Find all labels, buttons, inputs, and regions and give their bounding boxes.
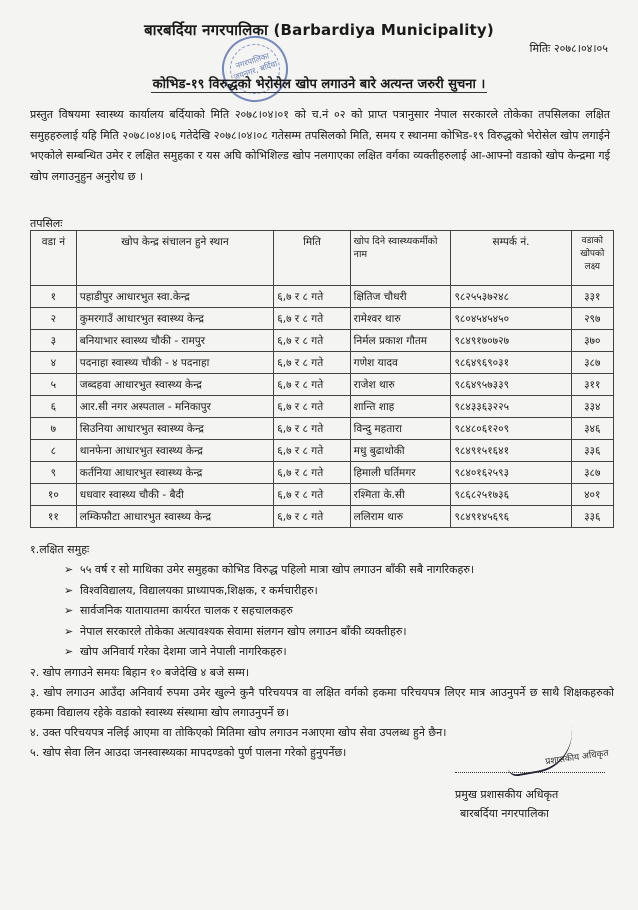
header-health-worker: खोप दिने स्वास्थ्यकर्मीको नाम (350, 231, 451, 286)
notice-title-text: कोभिड-१९ विरुद्धको भेरोसेल खोप लगाउने बारे अत्यन्त जरुरी सुचना । (152, 77, 486, 92)
cell-ward: ७ (31, 418, 77, 440)
seal-text: नगरपालिका जयनगर, बर्दिया (232, 51, 279, 82)
cell-phone: ९८४९१५१६४१ (451, 440, 571, 462)
cell-location: कर्तनिया आधारभुत स्वास्थ्य केन्द्र (76, 462, 274, 484)
cell-target: ४०१ (571, 484, 613, 506)
cell-phone: ९८६८२५१७३६ (451, 484, 571, 506)
organization-name: बारबर्दिया नगरपालिका (Barbardiya Municipality) (144, 21, 494, 39)
cell-phone: ९८४९१४५६९६ (451, 506, 571, 528)
cell-phone: ९८६४९६९०३१ (451, 352, 571, 374)
header-target: वडाको खोपको लक्ष्य (571, 231, 613, 286)
table-row (31, 440, 614, 462)
cell-location: सिउनिया आधारभुत स्वास्थ्य केन्द्र (76, 418, 274, 440)
cell-ward: ४ (31, 352, 77, 374)
table-row (31, 286, 614, 308)
arrow-bullet-icon: ➢ (64, 604, 74, 617)
header-date: मिति (274, 231, 350, 286)
cell-phone: ९८०४५४५४५० (451, 308, 571, 330)
table-row (31, 308, 614, 330)
cell-phone: ९८६४९५७३३९ (451, 374, 571, 396)
cell-date: ६,७ र ८ गते (274, 506, 350, 528)
cell-location: लम्किफौटा आधारभुत स्वास्थ्य केन्द्र (76, 506, 274, 528)
cell-ward: ५ (31, 374, 77, 396)
cell-date: ६,७ र ८ गते (274, 396, 350, 418)
table-row (31, 462, 614, 484)
cell-date: ६,७ र ८ गते (274, 286, 350, 308)
cell-phone: ९८४८०६१२०९ (451, 418, 571, 440)
cell-target: ३११ (571, 374, 613, 396)
signatory-title: प्रमुख प्रशासकीय अधिकृत (455, 788, 559, 801)
arrow-bullet-icon: ➢ (64, 624, 74, 638)
table-row (31, 330, 614, 352)
arrow-bullet-icon: ➢ (64, 645, 74, 658)
cell-location: जब्दहवा आधारभुत स्वास्थ्य केन्द्र (76, 374, 274, 396)
vaccination-time-note: २. खोप लगाउने समयः बिहान १० बजेदेखि ४ बजे सम्म। (30, 665, 250, 679)
cell-ward: ३ (31, 330, 77, 352)
cell-date: ६,७ र ८ गते (274, 440, 350, 462)
arrow-bullet-icon: ➢ (64, 583, 74, 597)
officer-stamp: प्रशासकीय अधिकृत (544, 748, 610, 768)
target-group-item (30, 560, 614, 581)
cell-date: ६,७ र ८ गते (274, 308, 350, 330)
cell-worker: क्षितिज चौधरी (350, 286, 451, 308)
schedule-subheading: तपसिलः (30, 217, 63, 230)
notice-body: प्रस्तुत विषयमा स्वास्थ्य कार्यालय बर्दियाको मिति २०७८।०४।०१ को च.नं ०२ को प्राप्त पत्रानुसार नेपाल सरकारले तोकेका तपसिलका लक्षित समुहहरुलाई यहि मिति २०७८।०४।०६ गतेदेखि २०७८।०४।०८ गतेसम्म तपसिलको मिति, समय र स्थानमा कोभिड-१९ विरुद्धको भेरोसेल खोप लगाईने भएकोले सम्बन्धित उमेर र लक्षित समुहका र यस अघि कोभिशिल्ड खोप नलगाएका लक्षित वर्गका व्यक्तीहरुलाई आ-आफ्नो वडाको खोप केन्द्रमा गई खोप लगाउनुहुन अनुरोध छ । (30, 108, 610, 183)
target-group-text: विश्वविद्यालय, विद्यालयका प्राध्यापक,शिक्षक, र कर्मचारीहरु। (80, 583, 318, 597)
cell-phone: ९८४९१७०७२७ (451, 330, 571, 352)
cell-phone: ९८४०१६२५९३ (451, 462, 571, 484)
cell-phone: ९८४३३६३२२५ (451, 396, 571, 418)
cell-location: धधवार स्वास्थ्य चौकी - बैदी (76, 484, 274, 506)
cell-worker: हिमाली घर्तिमगर (350, 462, 451, 484)
id-requirement-note: ३. खोप लगाउन आउँदा अनिवार्य रुपमा उमेर खुल्ने कुनै परिचयपत्र वा लक्षित वर्गको हकमा परिचयपत्र लिएर मात्र आउनुपर्ने छ साथै शिक्षकहरुको हकमा विद्यालय रहेके वडाको स्वास्थ्य संस्थामा खोप लगाउनुपर्ने छ। (30, 685, 614, 719)
cell-ward: ८ (31, 440, 77, 462)
cell-date: ६,७ र ८ गते (274, 484, 350, 506)
table-row (31, 418, 614, 440)
table-row (31, 352, 614, 374)
target-group-text: खोप अनिवार्य गरेका देशमा जाने नेपाली नागरिकहरु। (80, 645, 287, 658)
cell-date: ६,७ र ८ गते (274, 462, 350, 484)
signature-line (455, 772, 605, 773)
cell-target: ३३६ (571, 440, 613, 462)
table-row (31, 374, 614, 396)
cell-ward: २ (31, 308, 77, 330)
table-row (31, 484, 614, 506)
cell-target: २९७ (571, 308, 613, 330)
target-group-item (30, 581, 614, 602)
cell-location: पहाडीपुर आधारभुत स्वा.केन्द्र (76, 286, 274, 308)
cell-target: ३३४ (571, 396, 613, 418)
target-group-text: सार्वजनिक यातायातमा कार्यरत चालक र सहचालकहरु (80, 604, 293, 617)
cell-worker: शान्ति शाह (350, 396, 451, 418)
target-group-text: ५५ वर्ष र सो माथिका उमेर समुहका कोभिड विरुद्ध पहिलो मात्रा खोप लगाउन बाँकी सबै नागरिकहरु। (80, 563, 475, 576)
signatory-organization: बारबर्दिया नगरपालिका (460, 807, 549, 820)
cell-worker: गणेश यादव (350, 352, 451, 374)
table-row (31, 396, 614, 418)
notice-date: मितिः २०७८।०४।०५ (529, 42, 608, 55)
cell-date: ६,७ र ८ गते (274, 418, 350, 440)
cell-date: ६,७ र ८ गते (274, 330, 350, 352)
cell-location: पदनाहा स्वास्थ्य चौकी - ४ पदनाहा (76, 352, 274, 374)
health-standards-note: ५. खोप सेवा लिन आउदा जनस्वास्थ्यका मापदण्डको पुर्ण पालना गरेको हुनुपर्नेछ। (30, 745, 347, 759)
cell-location: आर.सी नगर अस्पताल - मनिकापुर (76, 396, 274, 418)
vaccination-schedule-table (30, 230, 614, 528)
target-group-text: नेपाल सरकारले तोकेका अत्यावश्यक सेवामा संलगन खोप लगाउन बाँकी व्यक्तीहरु। (80, 624, 407, 638)
target-group-item (30, 642, 614, 663)
cell-worker: रामेश्वर थारु (350, 308, 451, 330)
header-contact: सम्पर्क नं. (451, 231, 571, 286)
cell-worker: रश्मिता के.सी (350, 484, 451, 506)
cell-ward: १० (31, 484, 77, 506)
cell-ward: ११ (31, 506, 77, 528)
cell-ward: ९ (31, 462, 77, 484)
notice-notes (30, 540, 614, 763)
header-ward: वडा नं (31, 231, 77, 286)
arrow-bullet-icon: ➢ (64, 563, 74, 576)
cell-location: थानफेना आधारभुत स्वास्थ्य केन्द्र (76, 440, 274, 462)
cell-date: ६,७ र ८ गते (274, 374, 350, 396)
cell-date: ६,७ र ८ गते (274, 352, 350, 374)
cell-phone: ९८२५५३७२४८ (451, 286, 571, 308)
cell-ward: ६ (31, 396, 77, 418)
target-group-item (30, 601, 614, 622)
cell-worker: ललिराम थारु (350, 506, 451, 528)
cell-target: ३७० (571, 330, 613, 352)
no-id-note: ४. उक्त परिचयपत्र नलिई आएमा वा तोकिएको मितिमा खोप लगाउन नआएमा खोप सेवा उपलब्ध हुने छैन। (30, 725, 447, 739)
cell-location: कुमरगाउँ आधारभुत स्वास्थ्य केन्द्र (76, 308, 274, 330)
cell-worker: राजेश थारु (350, 374, 451, 396)
cell-ward: १ (31, 286, 77, 308)
target-groups-heading: १.लक्षित समुहः (30, 543, 90, 556)
notice-title (0, 74, 638, 92)
cell-worker: निर्मल प्रकाश गौतम (350, 330, 451, 352)
cell-target: ३८७ (571, 462, 613, 484)
target-group-item (30, 622, 614, 643)
cell-target: ३३६ (571, 506, 613, 528)
cell-worker: विन्दु महतारा (350, 418, 451, 440)
header-location: खोप केन्द्र संचालन हुने स्थान (76, 231, 274, 286)
cell-location: बनियाभार स्वास्थ्य चौकी - रामपुर (76, 330, 274, 352)
table-row (31, 506, 614, 528)
cell-worker: मधु बुढाथोकी (350, 440, 451, 462)
table-header-row (31, 231, 614, 286)
cell-target: ३३१ (571, 286, 613, 308)
cell-target: ३८७ (571, 352, 613, 374)
cell-target: ३४६ (571, 418, 613, 440)
